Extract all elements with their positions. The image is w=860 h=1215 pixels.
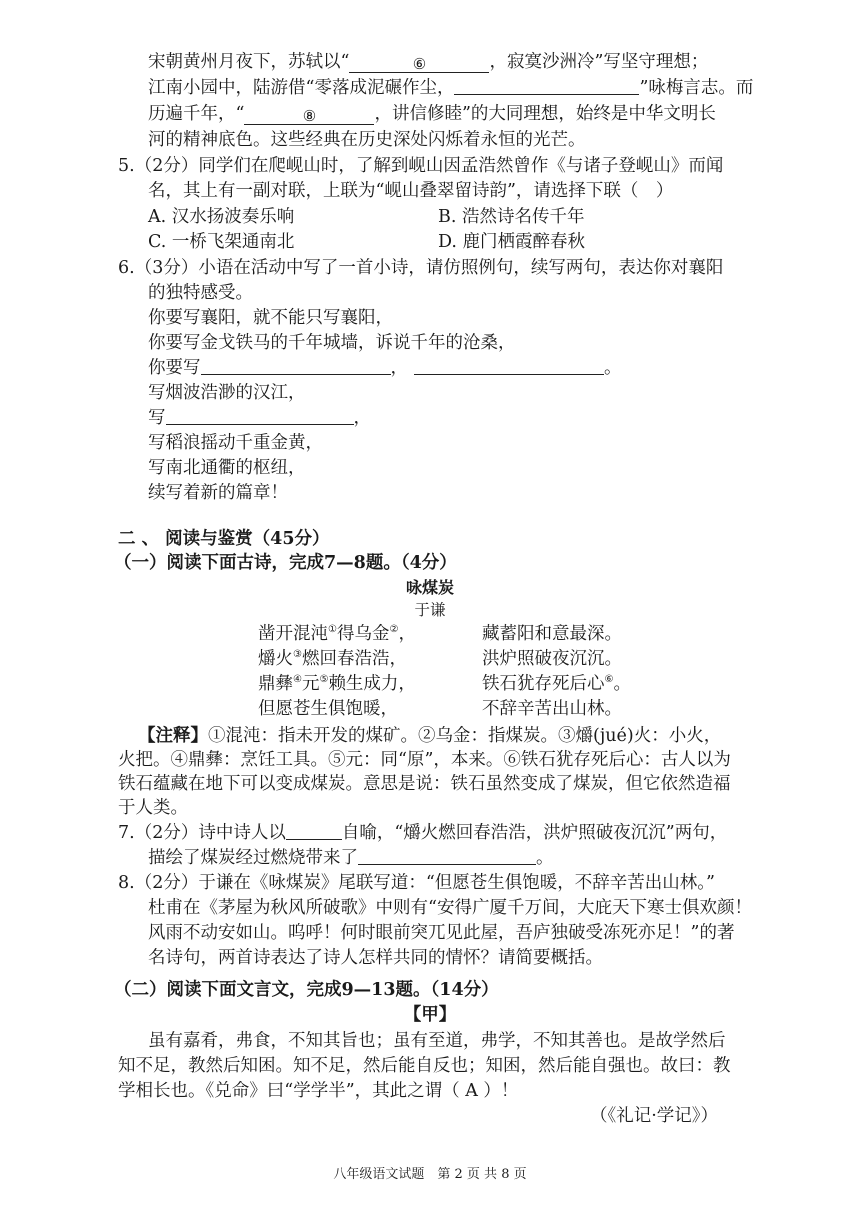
q6-stem-1: 6.（3分）小语在活动中写了一首小诗，请仿照例句，续写两句，表达你对襄阳 (118, 258, 724, 278)
q6-blank-1[interactable] (201, 358, 391, 375)
poem-text: ， (398, 624, 416, 644)
text-source: （《礼记·学记》） (590, 1106, 719, 1126)
q6-stem-2: 的独特感受。 (148, 283, 253, 303)
poem-line-2-right: 洪炉照破夜沉沉。 (482, 649, 622, 669)
poem-text: 元 (301, 674, 320, 694)
q8-line-4: 名诗句，两首诗表达了诗人怎样共同的情怀？请简要概括。 (148, 948, 603, 968)
poem-line-4-right: 不辞辛苦出山林。 (482, 699, 622, 719)
poem-text: 爝火 (258, 649, 293, 669)
q5-stem-1: 5.（2分）同学们在爬岘山时，了解到岘山因孟浩然曾作《与诸子登岘山》而闻 (118, 156, 724, 176)
note-mark: ③ (293, 649, 302, 661)
poem-line-2-left (258, 647, 407, 671)
poem-line-1-left (258, 622, 416, 646)
q7-blank-2[interactable] (358, 848, 536, 865)
blank-8[interactable]: ⑧ (244, 108, 374, 125)
q5-option-c[interactable]: C. 一桥飞架通南北 (148, 232, 295, 252)
q7-blank-1[interactable] (286, 823, 342, 840)
q6-text: 写 (148, 408, 166, 428)
blank-6[interactable]: ⑥ (349, 56, 489, 73)
poem-text: 凿开混沌 (258, 624, 328, 644)
poem-text: 鼎彝 (258, 674, 293, 694)
q6-text: 你要写 (148, 358, 201, 378)
poem-text: 赖生成力， (328, 674, 416, 694)
q6-text: ， (353, 408, 371, 428)
note-line-1 (138, 724, 721, 748)
q5-option-b[interactable]: B. 浩然诗名传千年 (438, 207, 585, 227)
q6-poem-line-blank (148, 406, 371, 430)
note-text: ①混沌：指未开发的煤矿。②乌金：指煤炭。③爝(jué)火：小火， (208, 726, 722, 746)
passage-line-4: 河的精神底色。这些经典在历史深处闪烁着永恒的光芒。 (148, 130, 586, 150)
poem-text: 。 (613, 674, 631, 694)
q8-line-2: 杜甫在《茅屋为秋风所破歌》中则有“安得广厦千万间，大庇天下寒士俱欢颜！ (148, 898, 752, 918)
poem-text: 得乌金 (336, 624, 390, 644)
note-mark: ② (389, 624, 399, 636)
q6-text: ， (390, 358, 408, 378)
q7-line-1 (118, 821, 727, 845)
q6-poem-line: 写南北通衢的枢纽， (148, 458, 306, 478)
passage-text: ，讲信修睦”的大同理想，始终是中华文明长 (374, 104, 716, 124)
note-mark: ① (328, 624, 337, 636)
poem-line-3-right (482, 672, 631, 696)
note-mark: ⑥ (604, 674, 614, 686)
q6-poem-line: 你要写金戈铁马的千年城墙，诉说千年的沧桑， (148, 333, 516, 353)
q6-blank-2[interactable] (414, 358, 604, 375)
q7-text: 。 (536, 848, 554, 868)
q6-poem-line: 写稻浪摇动千重金黄， (148, 433, 323, 453)
passage-line-2 (148, 76, 753, 100)
passage-text: 历遍千年，“ (148, 104, 245, 124)
note-line-2: 火把。④鼎彝：烹饪工具。⑤元：同“原”，本来。⑥铁石犹存死后心：古人以为 (118, 750, 731, 770)
q6-poem-line: 续写着新的篇章！ (148, 483, 288, 503)
note-line-3: 铁石蕴藏在地下可以变成煤炭。意思是说：铁石虽然变成了煤炭，但它依然造福 (118, 774, 731, 794)
poem-text: 铁石犹存死后心 (482, 674, 605, 694)
q6-poem-line: 你要写襄阳，就不能只写襄阳， (148, 308, 393, 328)
q5-option-a[interactable]: A. 汉水扬波奏乐响 (148, 207, 295, 227)
subsection-heading-2: （二）阅读下面文言文，完成9—13题。（14分） (114, 980, 499, 1000)
note-line-4: 于人类。 (118, 798, 188, 818)
note-label: 【注释】 (138, 726, 208, 746)
note-mark: ⑤ (319, 674, 329, 686)
passage-text: ”咏梅言志。而 (639, 78, 754, 98)
q7-text: 描绘了煤炭经过燃烧带来了 (148, 848, 358, 868)
q7-text: 自喻，“爝火燃回春浩浩，洪炉照破夜沉沉”两句， (341, 823, 728, 843)
q7-text: 7.（2分）诗中诗人以 (118, 823, 286, 843)
classical-text-line-3: 学相长也。《兑命》曰“学学半”，其此之谓（ A ）！ (118, 1081, 519, 1101)
text-label-jia: 【甲】 (403, 1005, 457, 1025)
q8-line-1: 8.（2分）于谦在《咏煤炭》尾联写道：“但愿苍生俱饱暖，不辞辛苦出山林。” (118, 873, 715, 893)
blank-7[interactable] (454, 78, 639, 95)
passage-line-1 (148, 50, 708, 74)
q7-line-2 (148, 846, 554, 870)
q8-line-3: 风雨不动安如山。呜呼！何时眼前突兀见此屋，吾庐独破受冻死亦足！”的著 (148, 923, 735, 943)
poem-line-4-left: 但愿苍生俱饱暖， (258, 699, 398, 719)
poem-line-3-left (258, 672, 416, 696)
q6-poem-line: 写烟波浩渺的汉江， (148, 383, 306, 403)
section-heading: 二 、 阅读与鉴赏（45分） (118, 529, 330, 549)
subsection-heading-1: （一）阅读下面古诗，完成7—8题。（4分） (114, 553, 457, 573)
q5-stem-2: 名，其上有一副对联，上联为“岘山叠翠留诗韵”，请选择下联（ ） (148, 181, 674, 201)
poem-title: 咏煤炭 (405, 578, 454, 597)
poem-line-1-right: 藏蓄阳和意最深。 (482, 624, 622, 644)
passage-line-3 (148, 102, 716, 126)
passage-text: ，寂寞沙洲冷”写坚守理想； (489, 52, 709, 72)
q6-text: 。 (604, 358, 622, 378)
q6-blank-3[interactable] (166, 408, 354, 425)
classical-text-line-1: 虽有嘉肴，弗食，不知其旨也；虽有至道，弗学，不知其善也。是故学然后 (148, 1031, 726, 1051)
classical-text-line-2: 知不足，教然后知困。知不足，然后能自反也；知困，然后能自强也。故曰：教 (118, 1056, 731, 1076)
q5-option-d[interactable]: D. 鹿门栖霞醉春秋 (438, 232, 586, 252)
passage-text: 江南小园中，陆游借“零落成泥碾作尘， (148, 78, 455, 98)
poem-text: 燃回春浩浩， (301, 649, 407, 669)
note-mark: ④ (293, 674, 302, 686)
page-footer: 八年级语文试题 第 2 页 共 8 页 (333, 1167, 527, 1182)
q6-poem-line-blank (148, 356, 622, 380)
passage-text: 宋朝黄州月夜下，苏轼以“ (148, 52, 350, 72)
poem-author: 于谦 (414, 601, 446, 619)
